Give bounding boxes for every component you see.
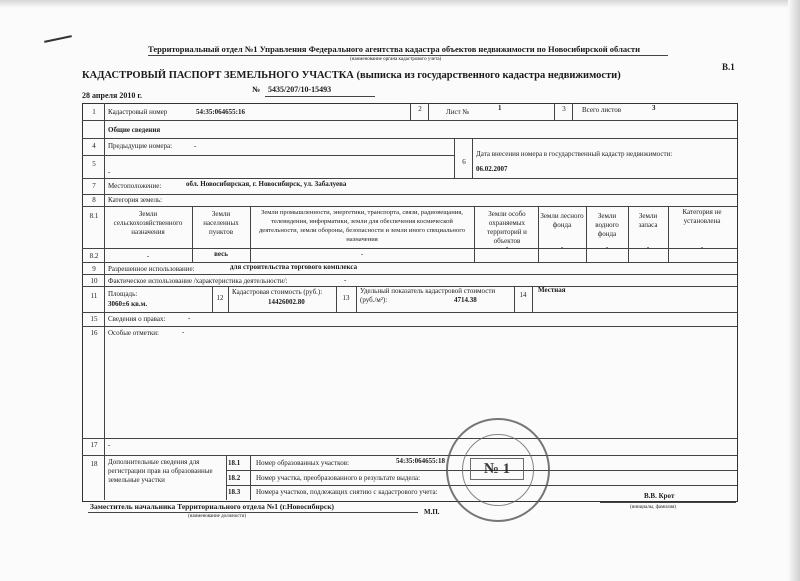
row-number: 18.3 — [228, 488, 241, 496]
row-line — [82, 274, 737, 275]
land-category-protected: Земли особо охраняемых территорий и объектов — [487, 210, 527, 245]
row-line — [82, 120, 737, 121]
cadastral-value-label: Кадастровая стоимость (руб.): — [232, 288, 323, 296]
category-value: - — [505, 243, 509, 251]
row-number: 6 — [462, 158, 466, 166]
row-number: 8 — [92, 196, 96, 204]
rights: - — [188, 314, 191, 322]
seal-place-label: М.П. — [424, 508, 440, 516]
land-category-settlements: Земли населенных пунктов — [203, 210, 239, 236]
registration-date: 06.02.2007 — [476, 165, 508, 173]
row-number: 4 — [92, 142, 96, 150]
sheet-label: Лист № — [446, 108, 470, 116]
land-category-label: Категория земель: — [108, 196, 163, 204]
signatory-name: В.В. Крот — [644, 492, 675, 500]
form-code: В.1 — [722, 62, 735, 72]
section-general: Общие сведения — [108, 126, 161, 134]
row-number: 9 — [92, 265, 96, 273]
document-number: 5435/207/10-15493 — [268, 85, 332, 94]
row-line — [82, 194, 737, 195]
cadastral-number-label: Кадастровый номер — [108, 108, 168, 116]
permitted-use: для строительства торгового комплекса — [230, 263, 358, 271]
formed-parcels-label: Номер образованных участков: — [256, 459, 349, 467]
cell-divider — [250, 206, 251, 262]
row-number: 5 — [92, 160, 96, 168]
category-value: - — [146, 252, 150, 260]
row-number: 2 — [418, 105, 422, 113]
row-number: 11 — [90, 292, 98, 300]
row-number: 1 — [92, 108, 96, 116]
row-number: 13 — [342, 294, 350, 302]
row-line — [82, 438, 737, 439]
name-underline — [600, 502, 736, 503]
seal-number: № 1 — [470, 458, 524, 480]
category-value: - — [360, 250, 364, 258]
location-label: Местоположение: — [108, 182, 162, 190]
land-category-agricultural: Земли сельскохозяйственного назначения — [113, 210, 183, 236]
location: обл. Новосибирская, г. Новосибирск, ул. Забалуева — [186, 180, 347, 188]
authority-underline — [148, 55, 668, 56]
row-line — [82, 206, 737, 207]
value-type: Местная — [538, 286, 566, 294]
cell-divider — [668, 206, 669, 262]
row-number: 7 — [92, 182, 96, 190]
cell-divider — [628, 206, 629, 262]
cell-divider — [514, 286, 515, 312]
row-number: 10 — [90, 277, 98, 285]
total-sheets: 3 — [652, 104, 656, 112]
row-number: 12 — [216, 294, 224, 302]
cadastral-number: 54:35:064655:16 — [196, 108, 245, 116]
row-line — [82, 455, 737, 456]
actual-use: - — [344, 276, 347, 284]
row-number: 17 — [90, 441, 98, 449]
specific-value-label: Удельный показатель кадастровой стоимости (руб./м²): — [360, 287, 496, 304]
land-category-water: Земли водного фонда — [595, 212, 619, 238]
row-number: 14 — [519, 291, 527, 299]
row-number: 16 — [90, 329, 98, 337]
name-caption: (инициалы, фамилия) — [630, 505, 677, 510]
area-label: Площадь: — [108, 290, 138, 298]
position-caption: (наименование должности) — [188, 514, 247, 519]
category-value: - — [646, 243, 650, 251]
document-number-label: № — [252, 85, 261, 94]
land-category-forest: Земли лесного фонда — [540, 212, 584, 229]
row-number: 18.2 — [228, 474, 241, 482]
special-notes-label: Особые отметки: — [108, 329, 159, 337]
previous-numbers-label: Предыдущие номера: — [108, 142, 173, 150]
land-category-reserve: Земли запаса — [638, 212, 658, 229]
rights-label: Сведения о правах: — [108, 315, 166, 323]
row-line — [82, 262, 737, 263]
cell-divider — [532, 286, 533, 312]
row-number: 3 — [562, 105, 566, 113]
scan-edge-right — [788, 0, 800, 581]
cell-divider — [586, 206, 587, 262]
cell-divider — [192, 206, 193, 262]
row-line — [82, 326, 737, 327]
issuing-authority: Территориальный отдел №1 Управления Федерального агентства кадастра объектов недвижимости по Новосибирской области — [148, 44, 640, 54]
row-number: 15 — [90, 315, 98, 323]
area: 3060±6 кв.м. — [108, 300, 148, 308]
category-value: - — [560, 243, 564, 251]
specific-value: 4714.38 — [454, 296, 477, 304]
row-number: 18 — [90, 460, 98, 468]
cell-divider — [250, 455, 251, 500]
row-line — [82, 155, 454, 156]
document-date: 28 апреля 2010 г. — [82, 91, 143, 100]
category-value: весь — [214, 250, 228, 258]
cell-divider — [226, 455, 227, 500]
registration-date-label: Дата внесения номера в государственный кадастр недвижимости: — [476, 150, 673, 158]
land-category-industry: Земли промышленности, энергетики, транспорта, связи, радиовещания, телевидения, информатики, земли для обеспечения космической деятельности, земли обороны, безопасности и земли иного специального назначения — [258, 209, 466, 243]
authority-caption: (наименование органа кадастрового учета) — [350, 57, 442, 62]
scan-edge-top — [0, 0, 800, 8]
sheet-number: 1 — [498, 104, 502, 112]
pen-mark — [44, 35, 72, 43]
allocated-parcel-label: Номер участка, преобразованного в результате выдела: — [256, 474, 421, 482]
cell-divider — [538, 206, 539, 262]
category-value: - — [700, 243, 704, 251]
cell-divider — [474, 206, 475, 262]
previous-numbers: - — [194, 142, 197, 150]
signatory-position: Заместитель начальника Территориального отдела №1 (г.Новосибирск) — [90, 502, 335, 511]
formed-parcels: 54:35:064655:18 — [396, 457, 445, 465]
row-line — [82, 178, 737, 179]
row-number: 8.2 — [89, 252, 99, 260]
row-number: 8.1 — [89, 212, 99, 220]
row5-value: - — [108, 168, 111, 176]
row-line — [82, 312, 737, 313]
cadastral-value: 14426002.80 — [268, 298, 305, 306]
total-sheets-label: Всего листов — [582, 106, 622, 114]
additional-info-label: Дополнительные сведения для регистрации прав на образованные земельные участки — [108, 458, 213, 484]
deregistered-parcels-label: Номера участков, подлежащих снятию с кадастрового учета: — [256, 488, 438, 496]
document-number-underline — [265, 96, 375, 97]
row-line — [82, 138, 737, 139]
document-title: КАДАСТРОВЫЙ ПАСПОРТ ЗЕМЕЛЬНОГО УЧАСТКА (выписка из государственного кадастра недвижимости) — [82, 70, 621, 81]
row17-value: - — [108, 441, 111, 449]
row-number: 18.1 — [228, 459, 241, 467]
special-notes: - — [182, 328, 185, 336]
actual-use-label: Фактическое использование /характеристика деятельности/: — [108, 277, 288, 285]
land-category-undefined: Категория не установлена — [682, 208, 722, 225]
permitted-use-label: Разрешенное использование: — [108, 265, 195, 273]
category-value: - — [605, 243, 609, 251]
position-underline — [88, 512, 418, 513]
